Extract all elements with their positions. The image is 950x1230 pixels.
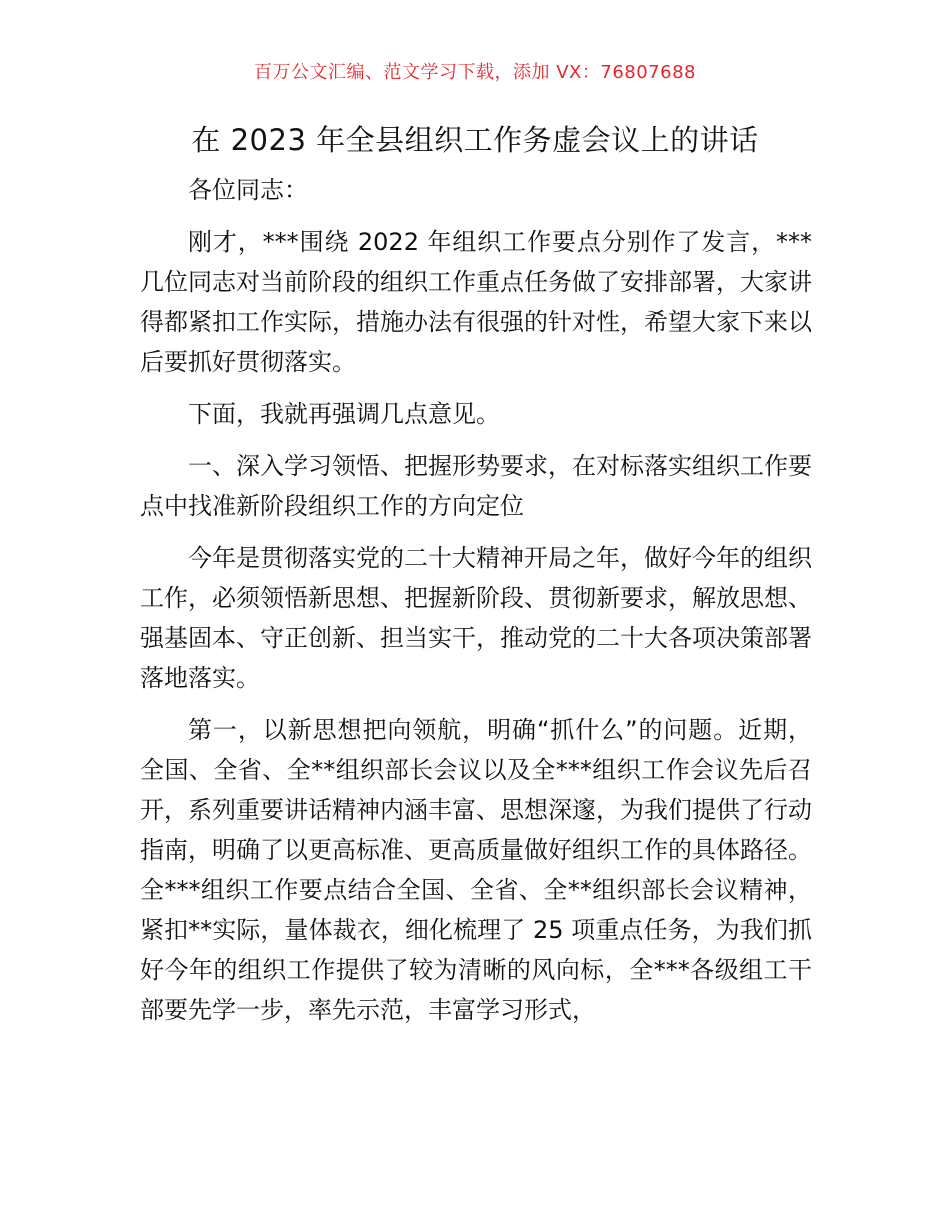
- document-title: 在 2023 年全县组织工作务虚会议上的讲话: [191, 123, 759, 157]
- paragraph-point-1: 第一，以新思想把向领航，明确“抓什么”的问题。近期，全国、全省、全**组织部长会议以及全***组织工作会议先后召开，系列重要讲话精神内涵丰富、思想深邃，为我们提供了行动指南，明确了以更高标准、更高质量做好组织工作的具体路径。全***组织工作要点结合全国、全省、全**组织部长会议精神，紧扣**实际，量体裁衣，细化梳理了 25 项重点任务，为我们抓好今年的组织工作提供了较为清晰的风向标，全***各级组工干部要先学一步，率先示范，丰富学习形式，: [140, 716, 812, 1024]
- section-heading-1: 一、深入学习领悟、把握形势要求，在对标落实组织工作要点中找准新阶段组织工作的方向定位: [140, 452, 812, 520]
- paragraph-opening: 刚才，***围绕 2022 年组织工作要点分别作了发言，***几位同志对当前阶段的组织工作重点任务做了安排部署，大家讲得都紧扣工作实际，措施办法有很强的针对性，希望大家下来以后要抓好贯彻落实。: [140, 228, 812, 376]
- paragraph-transition: 下面，我就再强调几点意见。: [188, 400, 500, 428]
- header-watermark-note: 百万公文汇编、范文学习下载，添加 VX：76807688: [254, 62, 696, 83]
- document-body: [140, 170, 812, 1042]
- salutation: 各位同志：: [188, 176, 308, 204]
- paragraph-section-1-intro: 今年是贯彻落实党的二十大精神开局之年，做好今年的组织工作，必须领悟新思想、把握新阶段、贯彻新要求，解放思想、强基固本、守正创新、担当实干，推动党的二十大各项决策部署落地落实。: [140, 544, 812, 692]
